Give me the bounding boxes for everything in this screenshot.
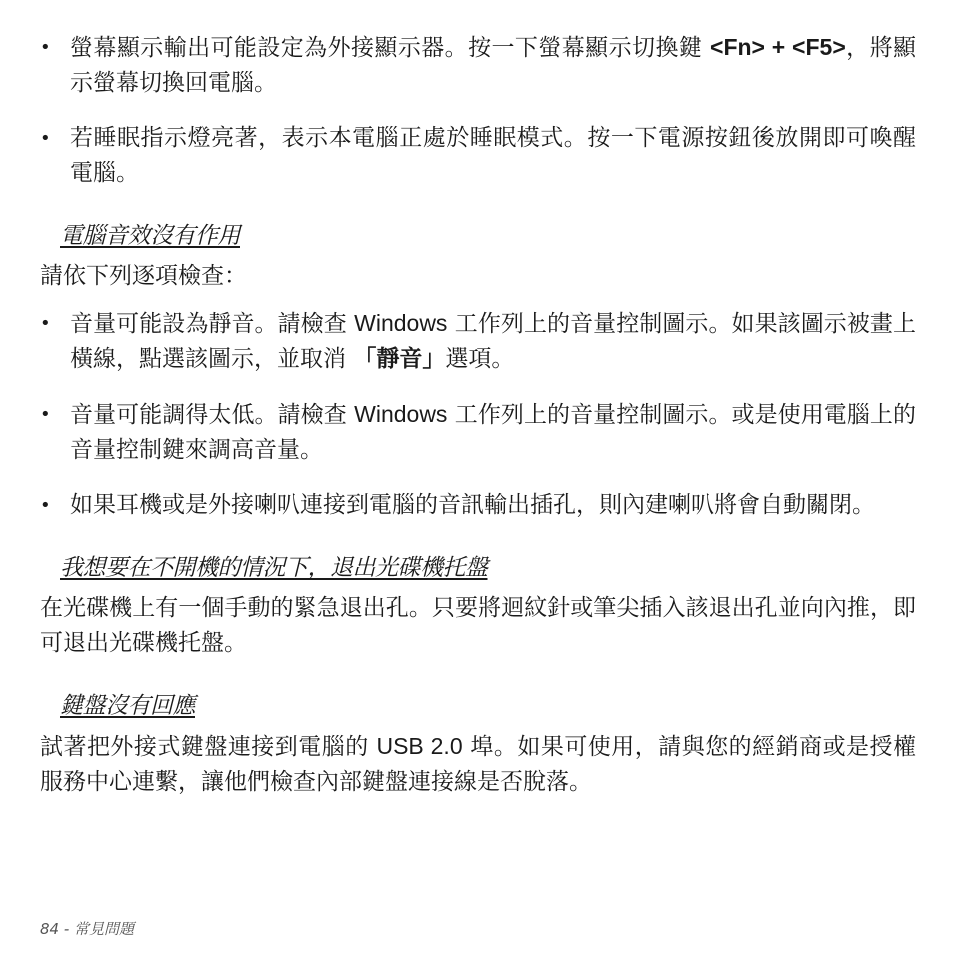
optical-drive-paragraph: 在光碟機上有一個手動的緊急退出孔。只要將迴紋針或筆尖插入該退出孔並向內推，即可退出光碟機托盤。 — [40, 595, 916, 656]
bullet-icon: • — [40, 404, 51, 425]
section-heading-optical-drive: 我想要在不開機的情況下，退出光碟機托盤 — [60, 555, 488, 581]
item-text: 選項。 — [445, 346, 515, 372]
item-text: 螢幕顯示輸出可能設定為外接顯示器。按一下螢幕顯示切換鍵 — [70, 35, 711, 61]
audio-troubleshoot-list — [40, 306, 916, 523]
list-item — [40, 397, 916, 468]
item-text: 音量可能設為靜音。請檢查 — [70, 311, 355, 337]
bullet-icon: • — [40, 128, 51, 149]
windows-term: Windows — [354, 401, 448, 427]
list-item — [40, 306, 916, 377]
paragraph-text: 埠。如果可使用，請與您的經銷商或是授權服務中心連繫，讓他們檢查內部鍵盤連接線是否脫落。 — [40, 734, 917, 795]
list-item — [40, 30, 916, 101]
display-troubleshoot-list — [40, 30, 916, 191]
item-text: 如果耳機或是外接喇叭連接到電腦的音訊輸出插孔，則內建喇叭將會自動關閉。 — [70, 492, 875, 518]
mute-option-label: 「靜音」 — [353, 346, 446, 372]
document-page — [40, 30, 916, 812]
audio-intro: 請依下列逐項檢查： — [40, 263, 247, 289]
bullet-icon: • — [40, 495, 51, 516]
paragraph-text: 試著把外接式鍵盤連接到電腦的 — [40, 734, 377, 760]
keyboard-paragraph — [40, 729, 916, 800]
item-text: 工作列上的音量控制圖示。或是使用電腦上的音量控制鍵來調高音量。 — [70, 402, 916, 463]
page-footer: 84 - 常見問題 — [40, 920, 135, 938]
list-item — [40, 121, 916, 191]
section-heading-keyboard: 鍵盤沒有回應 — [60, 693, 195, 719]
plus-sign: + — [764, 34, 793, 60]
item-text: ，將顯示螢幕切換回電腦。 — [70, 35, 917, 96]
item-text: 若睡眠指示燈亮著，表示本電腦正處於睡眠模式。按一下電源按鈕後放開即可喚醒電腦。 — [70, 125, 916, 186]
item-text: 工作列上的音量控制圖示。如果該圖示被畫上橫線，點選該圖示，並取消 — [70, 311, 916, 372]
fn-key-label: <Fn> — [710, 34, 765, 60]
f5-key-label: <F5> — [792, 34, 846, 60]
bullet-icon: • — [40, 37, 51, 58]
usb-term: USB 2.0 — [376, 733, 463, 759]
list-item — [40, 488, 916, 523]
windows-term: Windows — [354, 310, 448, 336]
section-heading-audio: 電腦音效沒有作用 — [60, 223, 240, 249]
bullet-icon: • — [40, 313, 51, 334]
item-text: 音量可能調得太低。請檢查 — [70, 402, 355, 428]
